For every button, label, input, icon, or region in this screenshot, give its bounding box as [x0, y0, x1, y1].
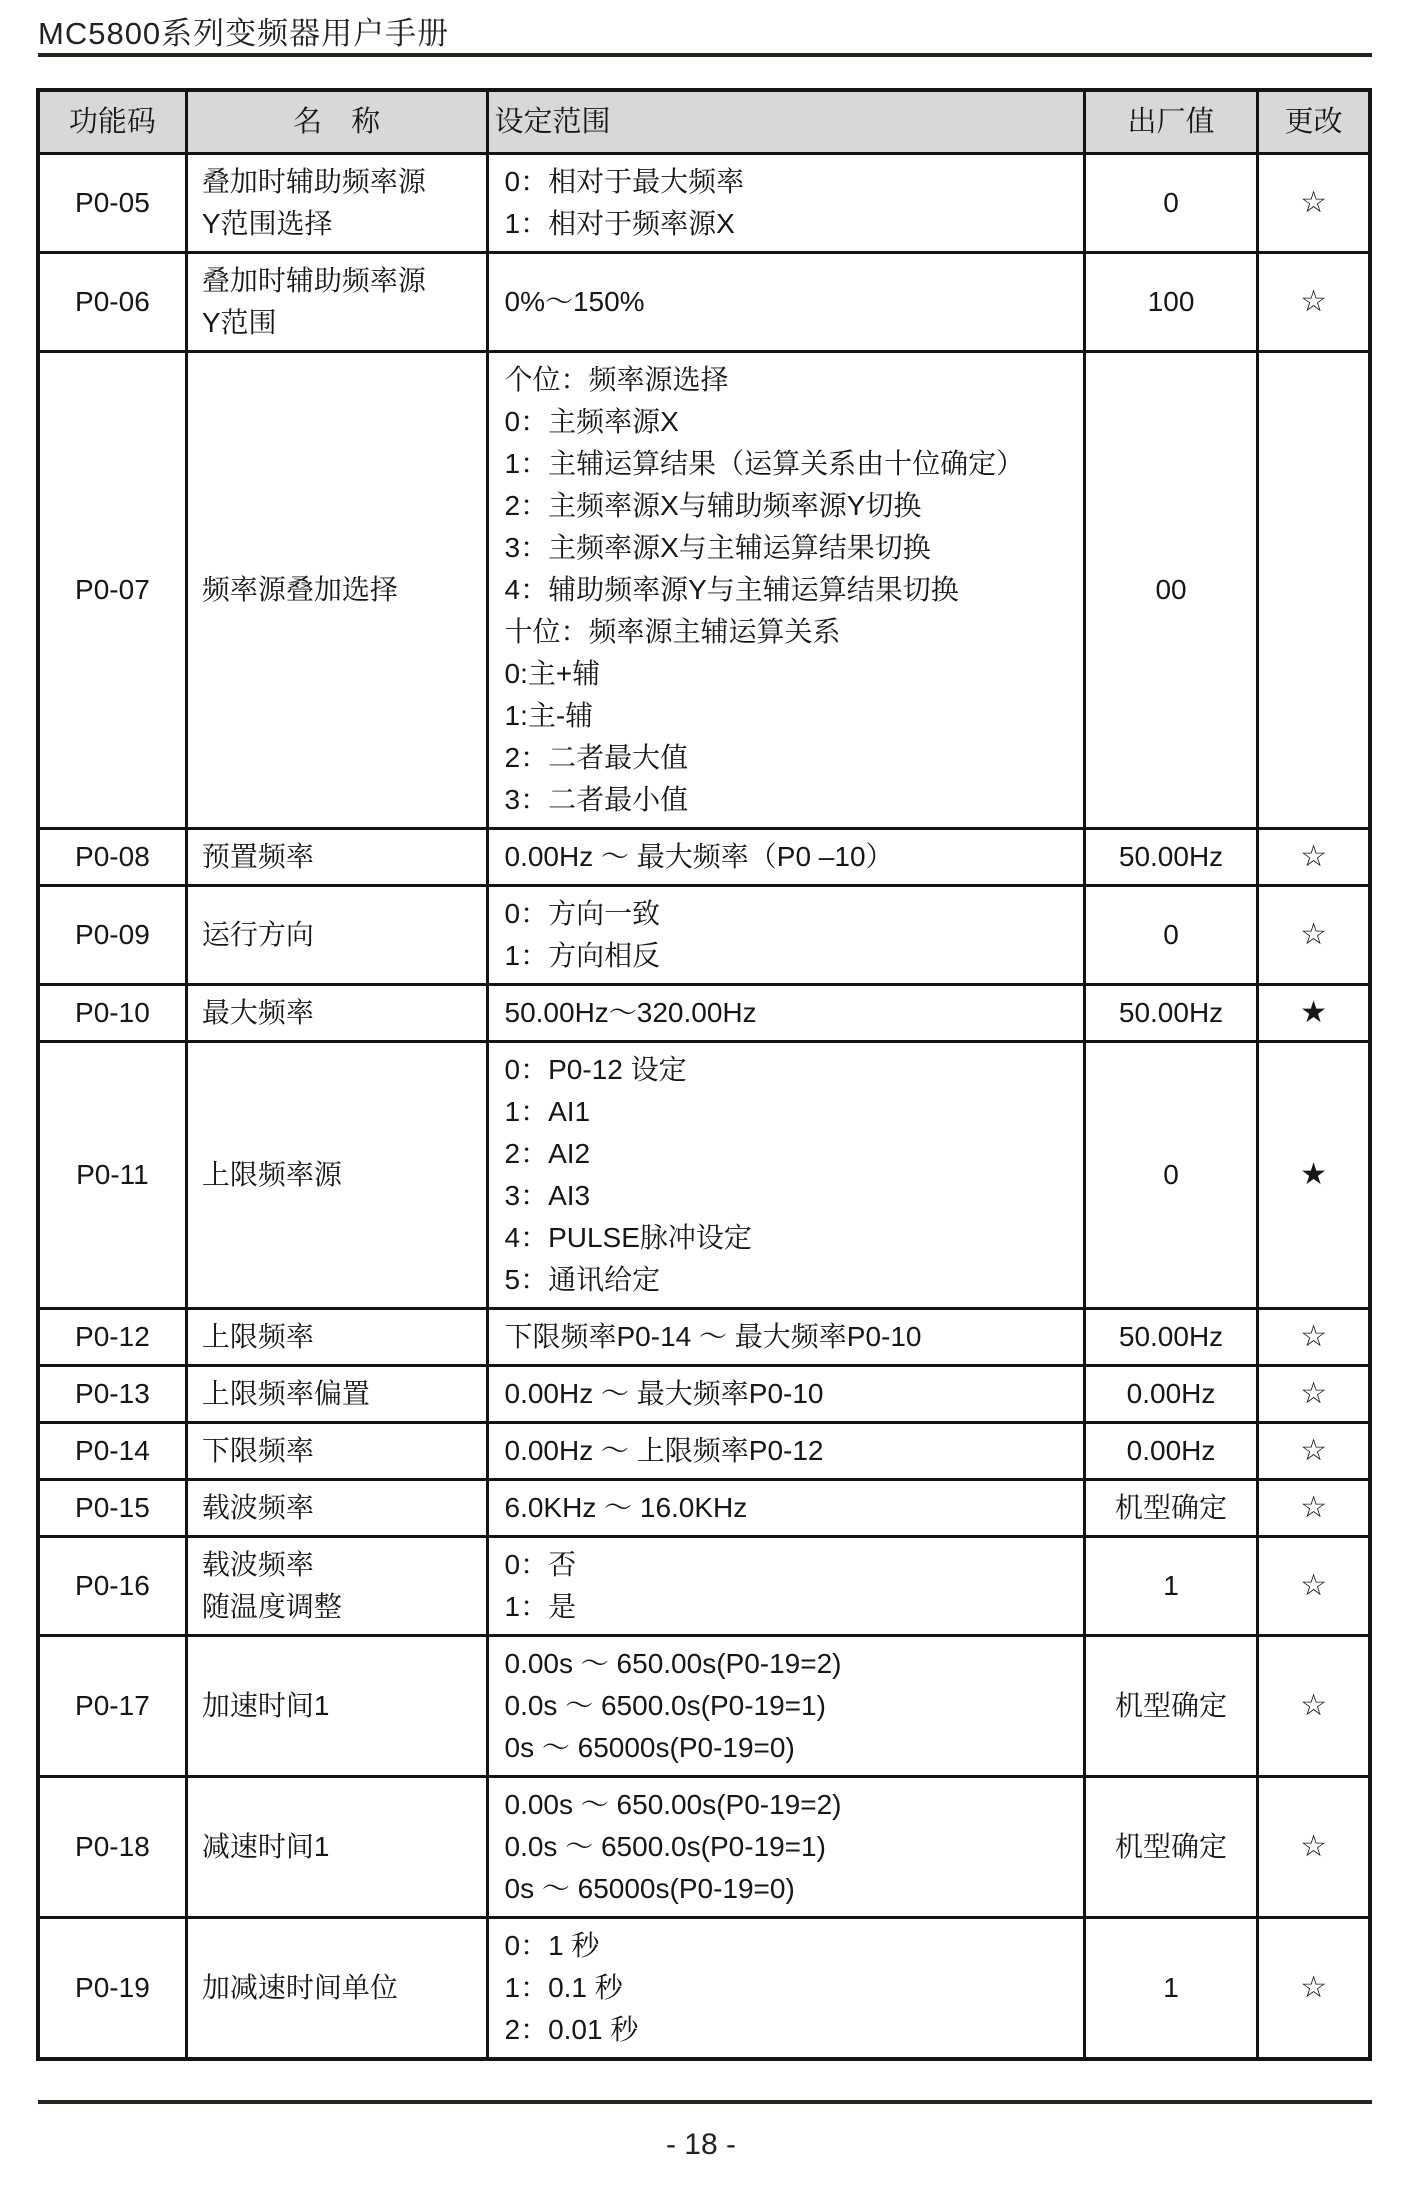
cell-text-line: 叠加时辅助频率源 — [201, 265, 426, 296]
cell-text-line: 4：PULSE脉冲设定 — [504, 1222, 752, 1253]
cell-text-line: 最大频率 — [201, 997, 314, 1028]
change-flag-cell: ★ — [1258, 985, 1370, 1042]
table-row — [38, 1636, 1370, 1777]
cell-text-line: 随温度调整 — [201, 1591, 342, 1622]
factory-value-cell: 0.00Hz — [1084, 1423, 1257, 1480]
table-row — [38, 352, 1370, 829]
table-row — [38, 154, 1370, 253]
cell-text-line: 0.00Hz ～ 最大频率（P0 –10） — [504, 841, 894, 872]
setting-range-cell — [487, 1366, 1084, 1423]
cell-text-line: 3：主频率源X与主辅运算结果切换 — [504, 532, 931, 563]
cell-text-line: 运行方向 — [201, 919, 314, 950]
cell-text-line: 3：二者最小值 — [504, 784, 689, 815]
cell-text-line: 1：方向相反 — [504, 940, 661, 971]
cell-text-line: 频率源叠加选择 — [201, 574, 398, 605]
column-header-function-code: 功能码 — [38, 90, 186, 154]
param-name-cell — [186, 154, 487, 253]
factory-value-cell: 00 — [1084, 352, 1257, 829]
change-flag-cell: ☆ — [1258, 154, 1370, 253]
setting-range-cell — [487, 1636, 1084, 1777]
param-name-cell — [186, 1423, 487, 1480]
factory-value-cell: 0 — [1084, 886, 1257, 985]
cell-text-line: 叠加时辅助频率源 — [201, 166, 426, 197]
change-flag-cell: ☆ — [1258, 1636, 1370, 1777]
change-flag-cell: ☆ — [1258, 1480, 1370, 1537]
cell-text-line: 0.0s ～ 6500.0s(P0-19=1) — [504, 1690, 826, 1721]
cell-text-line: 2：0.01 秒 — [504, 2014, 639, 2045]
cell-text-line: 2：二者最大值 — [504, 742, 689, 773]
setting-range-cell — [487, 1423, 1084, 1480]
function-code-cell: P0-07 — [38, 352, 186, 829]
cell-text-line: 0s ～ 65000s(P0-19=0) — [504, 1732, 795, 1763]
setting-range-cell — [487, 985, 1084, 1042]
parameter-table — [36, 88, 1372, 2061]
factory-value-cell: 1 — [1084, 1918, 1257, 2060]
change-flag-cell: ☆ — [1258, 1777, 1370, 1918]
cell-text-line: 加速时间1 — [201, 1690, 330, 1721]
function-code-cell: P0-17 — [38, 1636, 186, 1777]
cell-text-line: 0：P0-12 设定 — [504, 1054, 687, 1085]
table-row — [38, 1480, 1370, 1537]
setting-range-cell — [487, 253, 1084, 352]
cell-text-line: 载波频率 — [201, 1492, 314, 1523]
cell-text-line: 2：主频率源X与辅助频率源Y切换 — [504, 490, 922, 521]
cell-text-line: 预置频率 — [201, 841, 314, 872]
factory-value-cell: 0.00Hz — [1084, 1366, 1257, 1423]
function-code-cell: P0-11 — [38, 1042, 186, 1309]
function-code-cell: P0-16 — [38, 1537, 186, 1636]
cell-text-line: 减速时间1 — [201, 1831, 330, 1862]
table-row — [38, 1537, 1370, 1636]
cell-text-line: 上限频率源 — [201, 1159, 342, 1190]
cell-text-line: 十位：频率源主辅运算关系 — [504, 616, 841, 647]
setting-range-cell — [487, 352, 1084, 829]
table-row — [38, 985, 1370, 1042]
param-name-cell — [186, 886, 487, 985]
cell-text-line: 0.00Hz ～ 最大频率P0-10 — [504, 1378, 824, 1409]
param-name-cell — [186, 253, 487, 352]
function-code-cell: P0-14 — [38, 1423, 186, 1480]
setting-range-cell — [487, 1309, 1084, 1366]
cell-text-line: 0：主频率源X — [504, 406, 679, 437]
cell-text-line: 6.0KHz ～ 16.0KHz — [504, 1492, 748, 1523]
cell-text-line: 0：1 秒 — [504, 1930, 600, 1961]
setting-range-cell — [487, 1537, 1084, 1636]
factory-value-cell: 机型确定 — [1084, 1636, 1257, 1777]
param-name-cell — [186, 1918, 487, 2060]
cell-text-line: 个位：频率源选择 — [504, 364, 729, 395]
factory-value-cell: 100 — [1084, 253, 1257, 352]
cell-text-line: 0.00Hz ～ 上限频率P0-12 — [504, 1435, 824, 1466]
param-name-cell — [186, 1366, 487, 1423]
function-code-cell: P0-18 — [38, 1777, 186, 1918]
cell-text-line: 加减速时间单位 — [201, 1972, 398, 2003]
function-code-cell: P0-13 — [38, 1366, 186, 1423]
change-flag-cell: ☆ — [1258, 1366, 1370, 1423]
setting-range-cell — [487, 1480, 1084, 1537]
change-flag-cell — [1258, 352, 1370, 829]
factory-value-cell: 机型确定 — [1084, 1480, 1257, 1537]
factory-value-cell: 0 — [1084, 1042, 1257, 1309]
cell-text-line: 3：AI3 — [504, 1180, 591, 1211]
param-name-cell — [186, 1777, 487, 1918]
function-code-cell: P0-09 — [38, 886, 186, 985]
cell-text-line: 0：相对于最大频率 — [504, 166, 745, 197]
param-name-cell — [186, 985, 487, 1042]
table-row — [38, 1777, 1370, 1918]
cell-text-line: 50.00Hz～320.00Hz — [504, 997, 757, 1028]
param-name-cell — [186, 829, 487, 886]
factory-value-cell: 50.00Hz — [1084, 985, 1257, 1042]
factory-value-cell: 1 — [1084, 1537, 1257, 1636]
cell-text-line: 上限频率 — [201, 1321, 314, 1352]
cell-text-line: 1:主-辅 — [504, 700, 594, 731]
column-header-name: 名 称 — [186, 90, 487, 154]
param-name-cell — [186, 1042, 487, 1309]
function-code-cell: P0-15 — [38, 1480, 186, 1537]
parameter-table-body — [38, 154, 1370, 2060]
page-number: - 18 - — [665, 2128, 737, 2161]
change-flag-cell: ☆ — [1258, 1423, 1370, 1480]
column-header-factory-value: 出厂值 — [1084, 90, 1257, 154]
cell-text-line: Y范围 — [201, 307, 277, 338]
cell-text-line: 1：是 — [504, 1591, 577, 1622]
cell-text-line: 载波频率 — [201, 1549, 314, 1580]
cell-text-line: 下限频率 — [201, 1435, 314, 1466]
column-header-setting-range: 设定范围 — [487, 90, 1084, 154]
cell-text-line: 0.0s ～ 6500.0s(P0-19=1) — [504, 1831, 826, 1862]
function-code-cell: P0-12 — [38, 1309, 186, 1366]
function-code-cell: P0-10 — [38, 985, 186, 1042]
cell-text-line: 1：相对于频率源X — [504, 208, 735, 239]
cell-text-line: 1：AI1 — [504, 1096, 591, 1127]
setting-range-cell — [487, 1777, 1084, 1918]
param-name-cell — [186, 1537, 487, 1636]
table-row — [38, 829, 1370, 886]
cell-text-line: Y范围选择 — [201, 208, 333, 239]
header-row — [38, 90, 1370, 154]
table-row — [38, 1309, 1370, 1366]
table-row — [38, 1042, 1370, 1309]
function-code-cell: P0-06 — [38, 253, 186, 352]
cell-text-line: 0.00s ～ 650.00s(P0-19=2) — [504, 1648, 842, 1679]
setting-range-cell — [487, 1918, 1084, 2060]
change-flag-cell: ☆ — [1258, 253, 1370, 352]
cell-text-line: 0s ～ 65000s(P0-19=0) — [504, 1873, 795, 1904]
setting-range-cell — [487, 154, 1084, 253]
function-code-cell: P0-08 — [38, 829, 186, 886]
document-title: MC5800系列变频器用户手册 — [38, 16, 450, 51]
cell-text-line: 0：方向一致 — [504, 898, 661, 929]
table-row — [38, 1366, 1370, 1423]
factory-value-cell: 机型确定 — [1084, 1777, 1257, 1918]
factory-value-cell: 0 — [1084, 154, 1257, 253]
footer-rule — [38, 2100, 1372, 2104]
change-flag-cell: ☆ — [1258, 829, 1370, 886]
table-row — [38, 886, 1370, 985]
factory-value-cell: 50.00Hz — [1084, 1309, 1257, 1366]
param-name-cell — [186, 1636, 487, 1777]
table-row — [38, 253, 1370, 352]
change-flag-cell: ☆ — [1258, 1918, 1370, 2060]
cell-text-line: 5：通讯给定 — [504, 1264, 661, 1295]
cell-text-line: 上限频率偏置 — [201, 1378, 370, 1409]
param-name-cell — [186, 352, 487, 829]
setting-range-cell — [487, 829, 1084, 886]
change-flag-cell: ☆ — [1258, 1309, 1370, 1366]
change-flag-cell: ☆ — [1258, 886, 1370, 985]
title-underline-rule — [38, 53, 1372, 57]
change-flag-cell: ★ — [1258, 1042, 1370, 1309]
param-name-cell — [186, 1309, 487, 1366]
cell-text-line: 0%～150% — [504, 286, 645, 317]
table-row — [38, 1918, 1370, 2060]
cell-text-line: 下限频率P0-14 ～ 最大频率P0-10 — [504, 1321, 922, 1352]
cell-text-line: 4：辅助频率源Y与主辅运算结果切换 — [504, 574, 959, 605]
cell-text-line: 1：主辅运算结果（运算关系由十位确定） — [504, 448, 1025, 479]
factory-value-cell: 50.00Hz — [1084, 829, 1257, 886]
cell-text-line: 0：否 — [504, 1549, 577, 1580]
cell-text-line: 1：0.1 秒 — [504, 1972, 623, 2003]
parameter-table-header — [38, 90, 1370, 154]
table-row — [38, 1423, 1370, 1480]
param-name-cell — [186, 1480, 487, 1537]
cell-text-line: 0.00s ～ 650.00s(P0-19=2) — [504, 1789, 842, 1820]
setting-range-cell — [487, 886, 1084, 985]
cell-text-line: 0:主+辅 — [504, 658, 601, 689]
setting-range-cell — [487, 1042, 1084, 1309]
column-header-change-flag: 更改 — [1258, 90, 1370, 154]
function-code-cell: P0-05 — [38, 154, 186, 253]
cell-text-line: 2：AI2 — [504, 1138, 591, 1169]
change-flag-cell: ☆ — [1258, 1537, 1370, 1636]
function-code-cell: P0-19 — [38, 1918, 186, 2060]
